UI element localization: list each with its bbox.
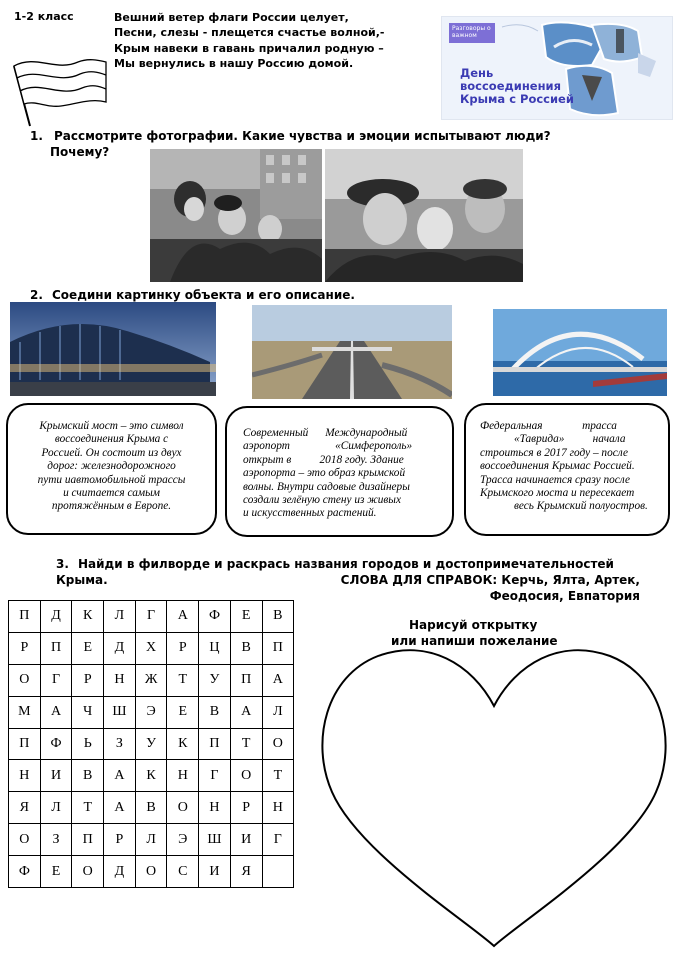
grid-row — [9, 696, 294, 728]
grid-cell[interactable]: Е — [230, 601, 262, 633]
card-line: Трасса начинается сразу после — [480, 473, 631, 486]
grid-cell[interactable]: У — [199, 664, 231, 696]
grid-cell[interactable]: А — [40, 696, 72, 728]
photo-reunion-2-image — [325, 149, 523, 282]
grade-label: 1-2 класс — [14, 10, 74, 23]
card-line: аэропорта – это образ крымской — [243, 467, 406, 480]
card-line: воссоединения Крымас Россией. — [480, 460, 635, 473]
task3-instruction-2: Крыма. — [56, 573, 108, 587]
photo-airport — [10, 302, 216, 396]
grid-cell[interactable]: Ь — [72, 728, 104, 760]
grid-cell[interactable]: Д — [40, 601, 72, 633]
grid-cell[interactable]: К — [135, 760, 167, 792]
grid-row — [9, 792, 294, 824]
grid-cell[interactable]: Н — [167, 760, 199, 792]
grid-cell[interactable]: С — [167, 856, 199, 888]
heart-drawing-area[interactable] — [318, 646, 670, 948]
card-line: открыт в 2018 году. Здание — [243, 453, 404, 466]
photo-highway-image — [252, 305, 452, 399]
grid-cell[interactable]: О — [9, 664, 41, 696]
grid-cell[interactable]: Е — [40, 856, 72, 888]
grid-row — [9, 824, 294, 856]
grid-cell[interactable]: Р — [104, 824, 136, 856]
grid-cell[interactable]: Я — [9, 792, 41, 824]
postcard-subtitle: или напиши пожелание — [391, 634, 558, 648]
grid-cell[interactable]: Ф — [40, 728, 72, 760]
grid-cell[interactable]: А — [230, 696, 262, 728]
grid-cell[interactable]: З — [104, 728, 136, 760]
grid-cell[interactable]: Л — [262, 696, 294, 728]
grid-cell[interactable]: Г — [135, 601, 167, 633]
grid-cell[interactable]: З — [40, 824, 72, 856]
task3-instruction: Найди в филворде и раскрась названия городов и достопримечательностей — [78, 557, 614, 571]
grid-cell[interactable]: Я — [230, 856, 262, 888]
grid-cell[interactable]: Л — [104, 601, 136, 633]
grid-cell[interactable]: К — [167, 728, 199, 760]
grid-cell[interactable]: Н — [104, 664, 136, 696]
reference-words-2: Феодосия, Евпатория — [489, 589, 640, 603]
task2-instruction: Соедини картинку объекта и его описание. — [52, 288, 355, 302]
poem-line: Мы вернулись в нашу Россию домой. — [114, 56, 354, 70]
task1-question: Рассмотрите фотографии. Какие чувства и эмоции испытывают люди? — [54, 129, 551, 143]
grid-cell[interactable]: Н — [199, 792, 231, 824]
card-line: создали зелёную стену из живых — [243, 494, 401, 507]
grid-cell[interactable]: М — [9, 696, 41, 728]
grid-cell[interactable]: Т — [72, 792, 104, 824]
reference-words: СЛОВА ДЛЯ СПРАВОК: Керчь, Ялта, Артек, — [340, 573, 640, 587]
poem — [114, 10, 384, 71]
grid-cell[interactable]: О — [9, 824, 41, 856]
grid-cell[interactable]: Ф — [199, 601, 231, 633]
grid-cell[interactable]: О — [72, 856, 104, 888]
grid-cell[interactable]: Л — [40, 792, 72, 824]
grid-cell[interactable]: Г — [40, 664, 72, 696]
grid-cell[interactable]: Р — [167, 632, 199, 664]
grid-cell[interactable]: Г — [199, 760, 231, 792]
grid-cell[interactable]: А — [104, 792, 136, 824]
photo-reunion-2 — [325, 149, 523, 282]
grid-cell[interactable]: Ш — [199, 824, 231, 856]
grid-cell[interactable]: Ф — [9, 856, 41, 888]
grid-cell[interactable]: П — [199, 728, 231, 760]
grid-cell[interactable]: Ж — [135, 664, 167, 696]
card-line: и искусственных растений. — [243, 507, 377, 520]
heart-outline-icon — [322, 650, 665, 946]
card-line: воссоединения Крыма с — [54, 433, 169, 446]
card-line: весь Крымский полуостров. — [514, 500, 648, 513]
grid-cell[interactable]: О — [262, 728, 294, 760]
card-line: волны. Внутри садовые дизайнеры — [243, 480, 410, 493]
photo-reunion-1 — [150, 149, 322, 282]
grid-cell[interactable]: Ц — [199, 632, 231, 664]
postcard-title: Нарисуй открытку — [409, 618, 538, 632]
grid-row — [9, 760, 294, 792]
grid-cell[interactable]: Д — [104, 632, 136, 664]
grid-cell[interactable]: В — [135, 792, 167, 824]
card-line: Современный Международный — [243, 427, 408, 439]
description-card-highway[interactable] — [464, 403, 670, 536]
grid-cell[interactable]: П — [230, 664, 262, 696]
crimea-day-banner — [441, 16, 673, 120]
photo-reunion-1-image — [150, 149, 322, 282]
card-line: Федеральная трасса — [480, 420, 617, 432]
grid-cell[interactable]: Е — [167, 696, 199, 728]
grid-cell[interactable]: Н — [9, 760, 41, 792]
card-line: аэропорт «Симферополь» — [243, 440, 413, 453]
grid-cell[interactable]: А — [167, 601, 199, 633]
task1-number: 1. — [30, 129, 43, 143]
grid-cell[interactable]: Р — [72, 664, 104, 696]
flag-outline-icon — [6, 52, 110, 128]
task2-number: 2. — [30, 288, 43, 302]
poem-line: Вешний ветер флаги России целует, — [114, 11, 349, 24]
grid-cell[interactable]: У — [135, 728, 167, 760]
banner-badge: Разговоры о важном — [449, 23, 495, 43]
card-line: Крымский мост – это символ — [39, 420, 184, 432]
photo-crimean-bridge — [493, 309, 667, 396]
grid-row — [9, 856, 294, 888]
grid-cell[interactable]: В — [199, 696, 231, 728]
grid-cell[interactable]: О — [135, 856, 167, 888]
grid-cell[interactable]: А — [104, 760, 136, 792]
grid-cell[interactable]: Э — [135, 696, 167, 728]
grid-row — [9, 632, 294, 664]
banner-title-line: День — [460, 66, 494, 80]
grid-cell[interactable]: И — [40, 760, 72, 792]
grid-cell[interactable]: Т — [262, 760, 294, 792]
card-line: пути иавтомобильной трассы — [37, 473, 186, 486]
grid-cell[interactable]: Р — [9, 632, 41, 664]
grid-cell[interactable]: Е — [72, 632, 104, 664]
grid-cell[interactable]: П — [40, 632, 72, 664]
task3-number: 3. — [56, 557, 69, 571]
grid-cell[interactable]: И — [230, 824, 262, 856]
grid-cell[interactable]: А — [262, 664, 294, 696]
card-line: протяжённым в Европе. — [51, 500, 172, 513]
card-line: Крымского моста и пересекает — [480, 487, 635, 500]
grid-cell[interactable]: Д — [104, 856, 136, 888]
grid-cell[interactable]: Ш — [104, 696, 136, 728]
grid-cell[interactable]: О — [167, 792, 199, 824]
grid-cell[interactable]: Р — [230, 792, 262, 824]
grid-cell[interactable]: П — [72, 824, 104, 856]
card-line: «Таврида» начала — [514, 433, 626, 446]
grid-cell[interactable] — [262, 856, 294, 888]
grid-cell[interactable]: Х — [135, 632, 167, 664]
poem-line: Песни, слезы - плещется счастье волной,- — [114, 26, 385, 40]
poem-line: Крым навеки в гавань причалил родную – — [114, 41, 384, 55]
grid-cell[interactable]: П — [9, 728, 41, 760]
grid-row — [9, 601, 294, 633]
grid-cell[interactable]: Т — [167, 664, 199, 696]
grid-cell[interactable]: Л — [135, 824, 167, 856]
grid-row — [9, 664, 294, 696]
description-card-bridge[interactable] — [6, 403, 217, 535]
banner-title — [460, 67, 574, 106]
grid-cell[interactable]: В — [72, 760, 104, 792]
description-card-airport[interactable] — [225, 406, 454, 537]
grid-cell[interactable]: Э — [167, 824, 199, 856]
grid-cell[interactable]: Ч — [72, 696, 104, 728]
banner-title-line: Крыма с Россией — [460, 92, 574, 106]
photo-airport-image — [10, 302, 216, 396]
card-line: строиться в 2017 году – после — [480, 446, 628, 459]
grid-cell[interactable]: В — [230, 632, 262, 664]
grid-cell[interactable]: П — [9, 601, 41, 633]
grid-cell[interactable]: Т — [230, 728, 262, 760]
grid-row — [9, 728, 294, 760]
card-line: дорог: железнодорожного — [47, 460, 176, 473]
card-line: Россией. Он состоит из двух — [41, 446, 182, 459]
banner-title-line: воссоединения — [460, 79, 561, 93]
photo-highway — [252, 305, 452, 399]
grid-cell[interactable]: П — [262, 632, 294, 664]
word-search-grid[interactable] — [8, 600, 294, 888]
grid-cell[interactable]: Н — [262, 792, 294, 824]
task1-question-2: Почему? — [50, 145, 110, 159]
grid-cell[interactable]: К — [72, 601, 104, 633]
grid-cell[interactable]: Г — [262, 824, 294, 856]
grid-cell[interactable]: О — [230, 760, 262, 792]
grid-cell[interactable]: И — [199, 856, 231, 888]
card-line: и считается самым — [63, 487, 160, 500]
grid-cell[interactable]: В — [262, 601, 294, 633]
photo-crimean-bridge-image — [493, 309, 667, 396]
